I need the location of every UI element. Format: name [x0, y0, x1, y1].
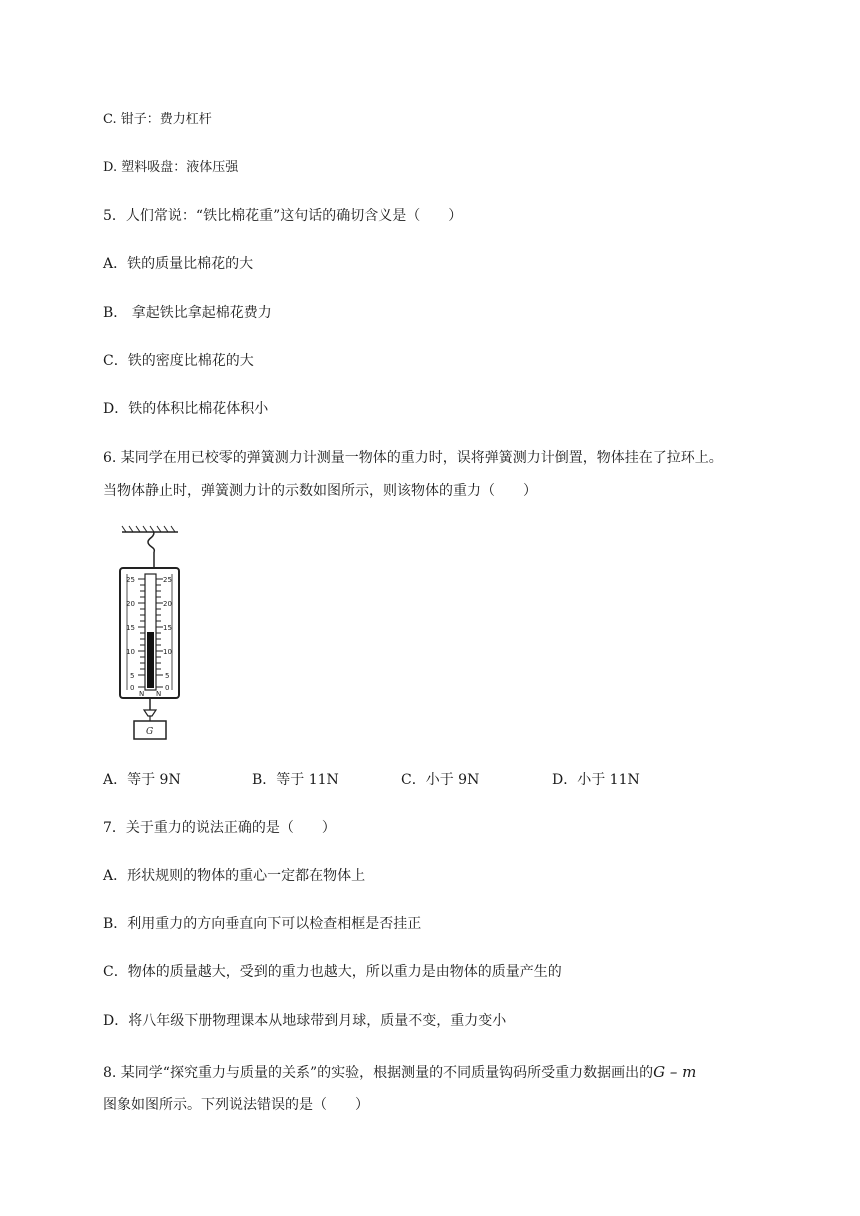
q5-option-b: B． 拿起铁比拿起棉花费力	[103, 305, 272, 321]
question-5: 5．人们常说：“铁比棉花重”这句话的确切含义是（ ）	[103, 208, 463, 224]
question-6-line1: 6. 某同学在用已校零的弹簧测力计测量一物体的重力时，误将弹簧测力计倒置，物体挂在了拉环上。	[103, 450, 723, 466]
scale-label-15-right: 15	[163, 624, 172, 632]
scale-label-25-left: 25	[126, 576, 135, 584]
q6-option-b: B．等于 11N	[252, 772, 339, 788]
scale-label-0-right: 0	[165, 684, 170, 692]
scale-label-20-left: 20	[126, 600, 135, 608]
scale-label-20-right: 20	[163, 600, 172, 608]
spring-balance-figure	[118, 524, 182, 746]
question-8-line2: 图象如图所示。下列说法错误的是（ ）	[103, 1097, 369, 1113]
q7-option-b: B．利用重力的方向垂直向下可以检查相框是否挂正	[103, 916, 422, 932]
unit-label-right: N	[156, 690, 162, 698]
scale-label-10-right: 10	[163, 648, 172, 656]
q6-option-c: C．小于 9N	[401, 772, 480, 788]
scale-label-10-left: 10	[126, 648, 135, 656]
scale-label-5-right: 5	[165, 672, 170, 680]
question-8-line1	[103, 1062, 696, 1083]
scale-label-25-right: 25	[163, 576, 172, 584]
q5-option-c: C．铁的密度比棉花的大	[103, 353, 254, 369]
question-7: 7．关于重力的说法正确的是（ ）	[103, 820, 336, 836]
q6-options-row	[103, 769, 743, 789]
q6-option-a: A．等于 9N	[103, 772, 181, 788]
question-6-line2: 当物体静止时，弹簧测力计的示数如图所示，则该物体的重力（ ）	[103, 483, 537, 499]
unit-label-left: N	[139, 690, 145, 698]
option-c-pliers: C. 钳子：费力杠杆	[103, 112, 212, 127]
q7-option-a: A．形状规则的物体的重心一定都在物体上	[103, 868, 366, 884]
scale-label-15-left: 15	[126, 624, 135, 632]
q5-option-d: D．铁的体积比棉花体积小	[103, 401, 269, 417]
scale-label-0-left: 0	[130, 684, 135, 692]
g-m-symbol: G – m	[653, 1063, 697, 1081]
q6-option-d: D．小于 11N	[552, 772, 640, 788]
scale-label-5-left: 5	[130, 672, 135, 680]
spring-balance-svg	[118, 524, 182, 746]
q5-option-a: A．铁的质量比棉花的大	[103, 256, 254, 272]
option-d-suction-cup: D. 塑料吸盘：液体压强	[103, 160, 239, 175]
q7-option-d: D．将八年级下册物理课本从地球带到月球，质量不变，重力变小	[103, 1013, 507, 1029]
weight-label: G	[146, 727, 154, 737]
q7-option-c: C．物体的质量越大，受到的重力也越大，所以重力是由物体的质量产生的	[103, 964, 562, 980]
question-8-text: 8. 某同学“探究重力与质量的关系”的实验，根据测量的不同质量钩码所受重力数据画出的	[103, 1065, 654, 1081]
